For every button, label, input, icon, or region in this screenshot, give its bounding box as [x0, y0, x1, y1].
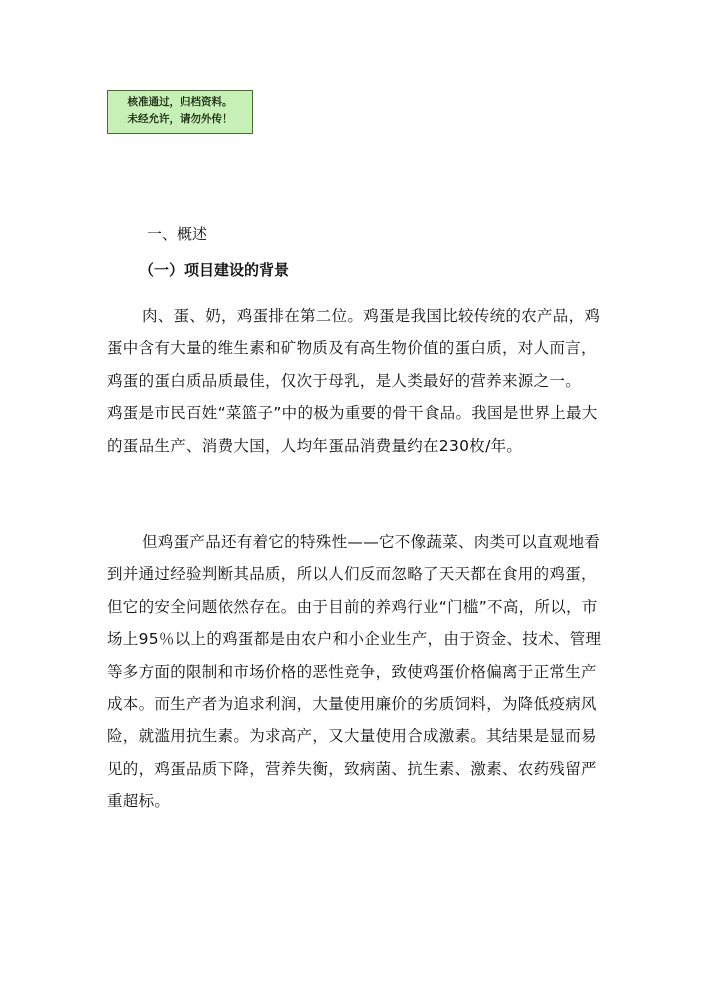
section-heading: 一、概述 — [147, 225, 208, 243]
stamp-line-1: 核准通过，归档资料。 — [127, 96, 233, 108]
paragraph-background: 肉、蛋、奶，鸡蛋排在第二位。鸡蛋是我国比较传统的农产品，鸡蛋中含有大量的维生素和矿物质及有高生物价值的蛋白质，对人而言，鸡蛋的蛋白质品质最佳，仅次于母乳，是人类最好的营养来源之一。 鸡蛋是市民百姓“菜篮子”中的极为重要的骨干食品。我国是世界上最大的蛋品生产、消费大国，人均年蛋品消费量约在230枚/年。 — [107, 307, 601, 455]
stamp-line-2: 未经允许，请勿外传！ — [127, 113, 233, 125]
paragraph-safety: 但鸡蛋产品还有着它的特殊性——它不像蔬菜、肉类可以直观地看到并通过经验判断其品质，所以人们反而忽略了天天都在食用的鸡蛋，但它的安全问题依然存在。由于目前的养鸡行业“门槛”不高，所以，市场上95％以上的鸡蛋都是由农户和小企业生产，由于资金、技术、管理等多方面的限制和市场价格的恶性竞争，致使鸡蛋价格偏离于正常生产成本。而生产者为追求利润，大量使用廉价的劣质饲料，为降低疫病风险，就滥用抗生素。为求高产，又大量使用合成激素。其结果是显而易见的，鸡蛋品质下降，营养失衡，致病菌、抗生素、激素、农药残留严重超标。 — [107, 533, 602, 811]
sub-heading: （一）项目建设的背景 — [139, 261, 290, 279]
approval-stamp — [107, 90, 253, 134]
